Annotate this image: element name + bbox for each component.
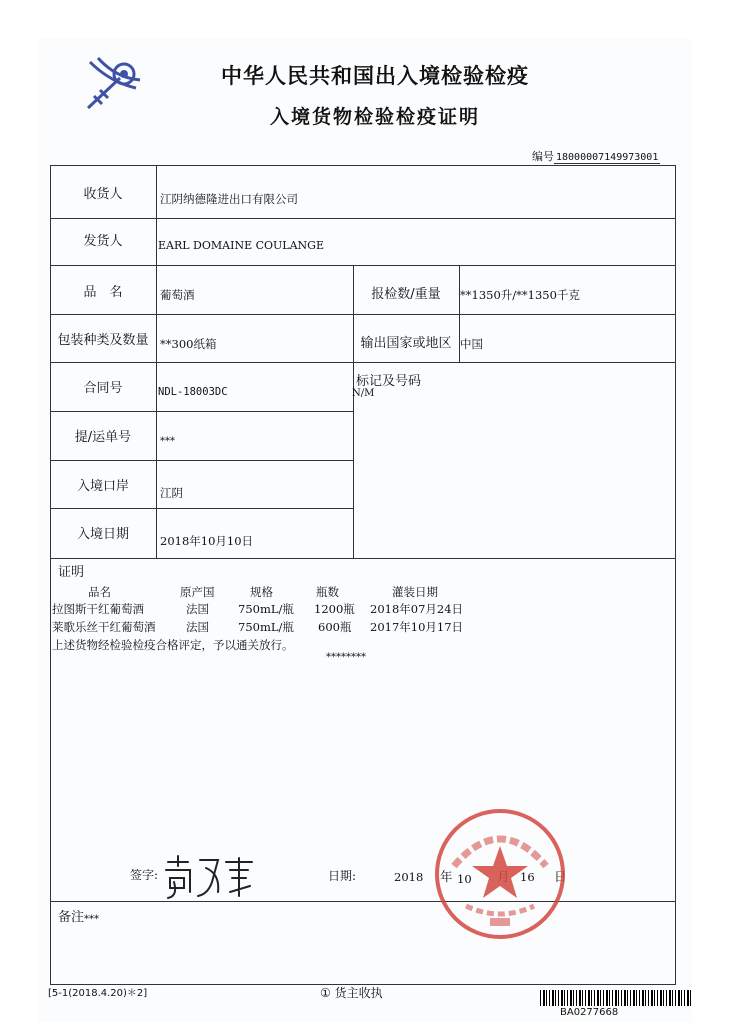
- cert-row-fill-date: 2017年10月17日: [370, 620, 464, 634]
- row-divider: [51, 411, 353, 412]
- entry-date-value: 2018年10月10日: [160, 534, 254, 548]
- goods-name-label: 品 名: [83, 285, 123, 300]
- cert-col-bottles: 瓶数: [316, 585, 339, 599]
- marks-value: N/M: [352, 388, 375, 399]
- consignee-value: 江阴纳德隆进出口有限公司: [160, 192, 298, 206]
- certificate-number-label: 编号: [532, 150, 554, 163]
- signature-label: 签字:: [130, 868, 159, 882]
- document-title: 中华人民共和国出入境检验检疫: [221, 64, 529, 88]
- entry-port-value: 江阴: [160, 486, 183, 500]
- barcode-number: BA0277668: [560, 1007, 619, 1018]
- ciq-emblem-icon: [80, 52, 146, 118]
- signature-month: 10: [457, 872, 472, 886]
- signature-year: 2018: [394, 870, 424, 884]
- cert-col-fill-date: 灌装日期: [392, 585, 438, 599]
- cert-row-bottles: 600瓶: [318, 620, 352, 634]
- contract-label: 合同号: [83, 381, 123, 396]
- row-divider: [51, 901, 675, 902]
- cert-col-spec: 规格: [250, 585, 273, 599]
- cert-col-origin: 原产国: [180, 585, 215, 599]
- package-value: **300纸箱: [160, 337, 217, 351]
- certificate-number: [532, 148, 660, 164]
- bill-of-lading-label: 提/运单号: [74, 430, 132, 445]
- cert-row-fill-date: 2018年07月24日: [370, 602, 464, 616]
- form-code: [5-1(2018.4.20)＊2]: [48, 988, 148, 999]
- cert-row-origin: 法国: [186, 620, 209, 634]
- consignee-label: 收货人: [83, 187, 123, 202]
- row-divider: [51, 362, 675, 363]
- contract-value: NDL-18003DC: [158, 386, 228, 398]
- certification-label: 证明: [58, 565, 85, 580]
- cert-row-origin: 法国: [186, 602, 209, 616]
- signature-day-unit: 日: [554, 869, 567, 884]
- copy-designation: ① 货主收执: [320, 986, 383, 1000]
- remarks-value: ***: [84, 914, 99, 925]
- origin-country-value: 中国: [460, 337, 483, 351]
- signature-date-label: 日期:: [328, 869, 357, 883]
- certification-stars: ********: [326, 652, 366, 663]
- cert-row-spec: 750mL/瓶: [238, 602, 294, 616]
- cert-row-product: 拉图斯干红葡萄酒: [52, 602, 144, 616]
- handwritten-signature: [160, 852, 256, 900]
- barcode: [540, 990, 692, 1006]
- marks-label: 标记及号码: [356, 374, 422, 389]
- cert-row-bottles: 1200瓶: [314, 602, 355, 616]
- goods-name-value: 葡萄酒: [160, 288, 195, 302]
- signature-year-unit: 年: [440, 869, 453, 884]
- column-divider: [156, 166, 157, 558]
- entry-date-label: 入境日期: [76, 527, 129, 542]
- row-divider: [51, 314, 675, 315]
- cert-col-product: 品名: [88, 585, 111, 599]
- cert-row-spec: 750mL/瓶: [238, 620, 294, 634]
- row-divider: [51, 460, 353, 461]
- signature-day: 16: [520, 870, 535, 884]
- row-divider: [51, 218, 675, 219]
- quantity-label: 报检数/重量: [371, 287, 441, 302]
- cert-row-product: 莱歌乐丝干红葡萄酒: [52, 620, 156, 634]
- row-divider: [51, 558, 675, 559]
- origin-country-label: 输出国家或地区: [360, 336, 452, 351]
- quantity-value: **1350升/**1350千克: [460, 288, 580, 302]
- consignor-label: 发货人: [83, 234, 123, 249]
- remarks-label: 备注: [58, 910, 85, 925]
- column-divider: [353, 265, 354, 558]
- official-seal-icon: [432, 806, 568, 942]
- consignor-value: EARL DOMAINE COULANGE: [158, 239, 324, 252]
- entry-port-label: 入境口岸: [76, 479, 129, 494]
- row-divider: [51, 508, 353, 509]
- certification-statement: 上述货物经检验检疫合格评定，予以通关放行。: [52, 638, 294, 652]
- certificate-number-value: 18000007149973001: [556, 152, 659, 163]
- package-label: 包装种类及数量: [57, 333, 149, 348]
- bill-of-lading-value: ***: [160, 436, 175, 447]
- document-subtitle: 入境货物检验检疫证明: [269, 106, 480, 128]
- row-divider: [51, 265, 675, 266]
